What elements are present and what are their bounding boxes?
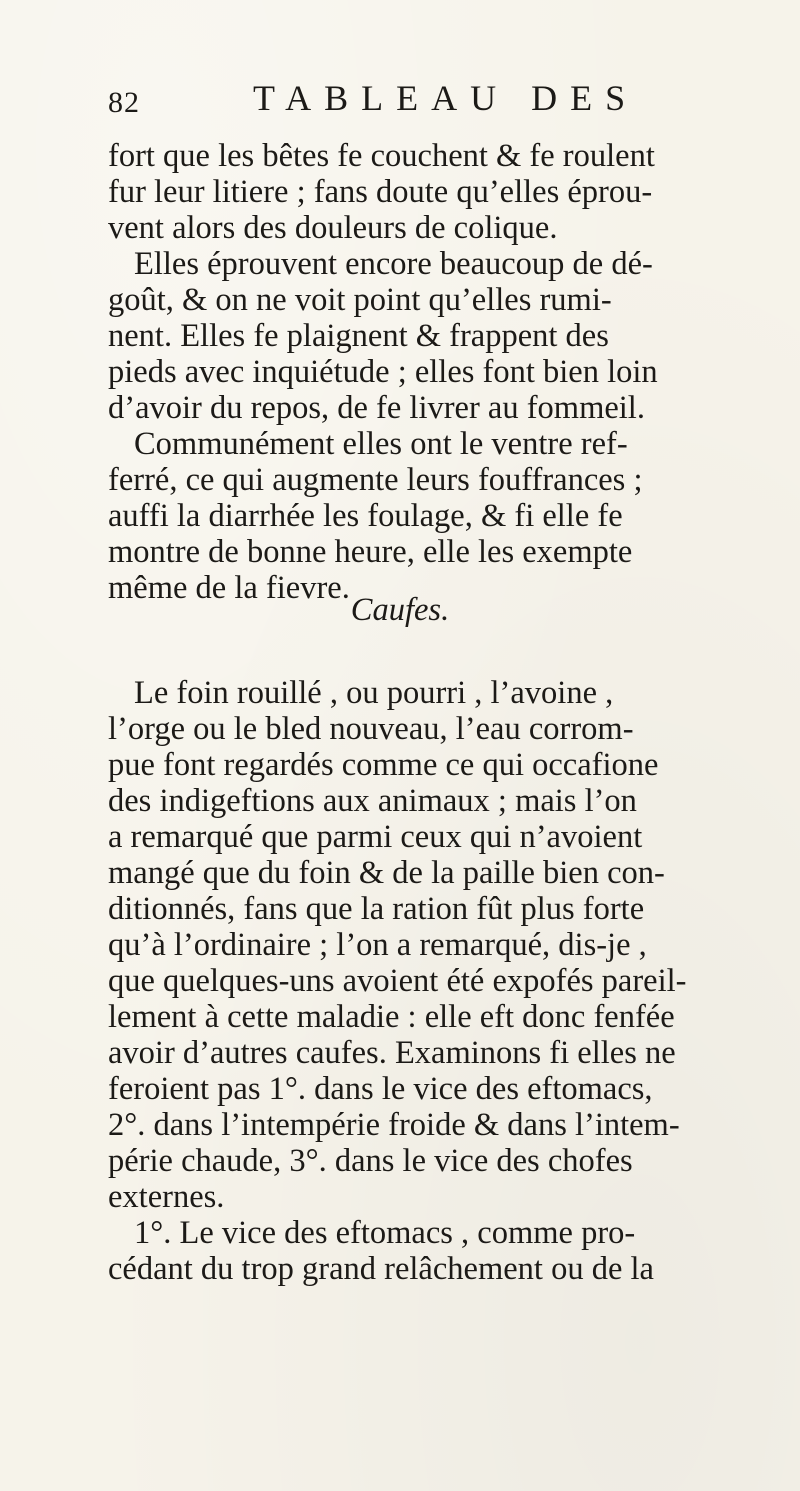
text-line: pieds avec inquiétude ; elles font bien loin: [108, 354, 658, 390]
text-line: avoir d’autres caufes. Examinons fi elles ne: [108, 1035, 676, 1071]
text-line: auffi la diarrhée les foulage, & fi elle fe: [108, 498, 623, 534]
section-text: [108, 676, 748, 1288]
text-line: ferré, ce qui augmente leurs fouffrances ;: [108, 462, 643, 498]
running-title: TABLEAU DES: [253, 78, 639, 118]
paragraph: [108, 246, 748, 426]
text-line: nent. Elles fe plaignent & frappent des: [108, 318, 609, 354]
text-line: Le foin rouillé , ou pourri , l’avoine ,: [134, 675, 614, 711]
page-header: [108, 78, 668, 126]
text-line: qu’à l’ordinaire ; l’on a remarqué, dis-je ,: [108, 927, 647, 963]
text-line: a remarqué que parmi ceux qui n’avoient: [108, 819, 643, 855]
paragraph: [108, 1216, 748, 1288]
text-line: l’orge ou le bled nouveau, l’eau corrom-: [108, 711, 634, 747]
text-line: que quelques-uns avoient été expofés pareil-: [108, 963, 687, 999]
main-text: [108, 138, 748, 606]
paragraph: [108, 138, 748, 246]
text-line: fort que les bêtes fe couchent & fe roulent: [108, 138, 655, 174]
text-line: 1°. Le vice des eftomacs , comme pro-: [134, 1215, 636, 1251]
page-number: 82: [108, 86, 140, 119]
section-heading-wrap: [0, 592, 800, 632]
text-line: pue font regardés comme ce qui occafione: [108, 747, 659, 783]
text-line: lement à cette maladie : elle eft donc fenfée: [108, 999, 675, 1035]
paragraph: [108, 426, 748, 606]
text-line: externes.: [108, 1179, 225, 1215]
text-line: même de la fievre.: [108, 570, 350, 606]
text-line: cédant du trop grand relâchement ou de la: [108, 1251, 654, 1287]
text-line: feroient pas 1°. dans le vice des eftomacs,: [108, 1071, 653, 1107]
text-line: goût, & on ne voit point qu’elles rumi-: [108, 282, 612, 318]
text-line: des indigeftions aux animaux ; mais l’on: [108, 783, 637, 819]
section-heading: Caufes.: [350, 592, 450, 628]
text-line: Elles éprouvent encore beaucoup de dé-: [134, 246, 653, 282]
text-line: ditionnés, fans que la ration fût plus forte: [108, 891, 645, 927]
text-line: fur leur litiere ; fans doute qu’elles éprou-: [108, 174, 653, 210]
paragraph: [108, 676, 748, 1216]
text-line: Communément elles ont le ventre ref-: [134, 426, 628, 462]
text-line: 2°. dans l’intempérie froide & dans l’intem-: [108, 1107, 680, 1143]
text-line: périe chaude, 3°. dans le vice des chofes: [108, 1143, 633, 1179]
text-line: mangé que du foin & de la paille bien con-: [108, 855, 665, 891]
text-line: d’avoir du repos, de fe livrer au fommeil.: [108, 390, 645, 426]
text-line: vent alors des douleurs de colique.: [108, 210, 558, 246]
text-line: montre de bonne heure, elle les exempte: [108, 534, 633, 570]
